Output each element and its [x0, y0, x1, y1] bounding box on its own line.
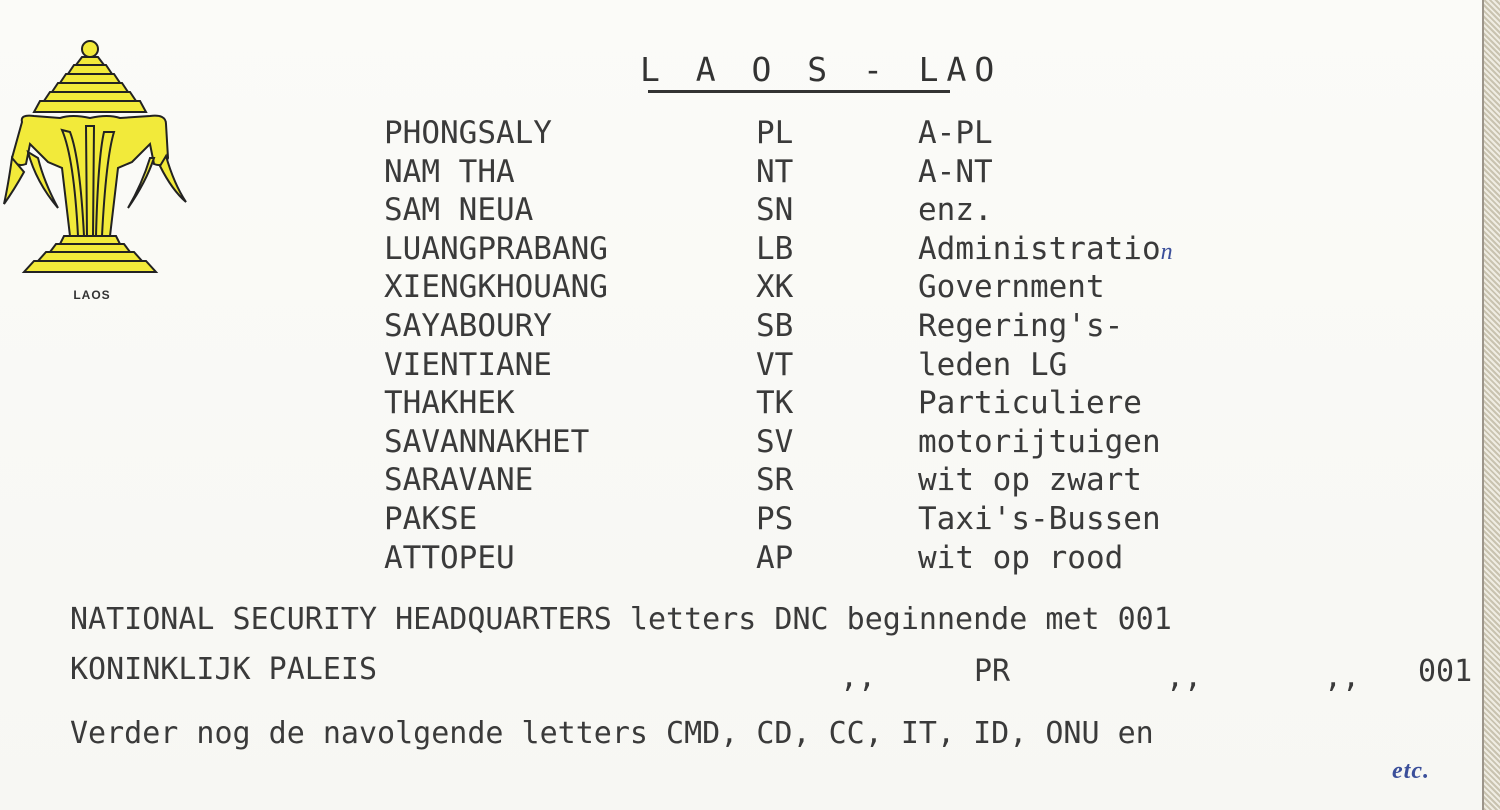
royal-palace-code: PR: [974, 654, 1011, 689]
province-code: VT: [756, 346, 794, 383]
province-name: SARAVANE: [384, 462, 534, 499]
province-code: XK: [756, 269, 794, 306]
emblem-caption: LAOS: [73, 288, 111, 302]
province-code: SR: [756, 462, 794, 499]
handwritten-correction: n: [1160, 238, 1173, 265]
handwritten-etc: etc.: [1392, 758, 1430, 784]
table-row: [384, 423, 1264, 462]
table-row: [384, 461, 1264, 500]
table-row: [384, 230, 1264, 269]
table-row: [384, 191, 1264, 230]
province-name: XIENGKHOUANG: [384, 269, 608, 306]
table-row: [384, 384, 1264, 423]
province-code: SN: [756, 192, 794, 229]
security-headquarters-line: NATIONAL SECURITY HEADQUARTERS letters DNC beginnende met 001: [70, 602, 1172, 637]
royal-palace-label: KONINKLIJK PALEIS: [70, 652, 378, 687]
table-row: [384, 500, 1264, 539]
province-name: LUANGPRABANG: [384, 230, 608, 267]
plate-note: Regering's-: [918, 307, 1124, 344]
province-name: PHONGSALY: [384, 115, 552, 151]
plate-note: Particuliere: [918, 385, 1142, 422]
ditto-mark: ,,: [1324, 660, 1361, 695]
table-row: [384, 539, 1264, 578]
table-row: [384, 346, 1264, 385]
laos-emblem-icon: [0, 40, 190, 275]
plate-note: motorijtuigen: [918, 423, 1161, 460]
registration-table: [384, 114, 1264, 577]
ditto-mark: ,,: [1166, 660, 1203, 695]
province-name: VIENTIANE: [384, 346, 552, 383]
document-title: L A O S - LAO: [640, 50, 1003, 89]
ditto-mark: ,,: [840, 660, 877, 695]
province-code: AP: [756, 539, 794, 576]
plate-note: wit op zwart: [918, 462, 1142, 499]
plate-note: A-NT: [918, 153, 993, 190]
province-name: SAM NEUA: [384, 192, 534, 229]
province-code: SB: [756, 307, 794, 344]
province-code: PL: [756, 115, 794, 151]
plate-note: Taxi's-Bussen: [918, 500, 1161, 537]
province-name: ATTOPEU: [384, 539, 515, 576]
plate-note: A-PL: [918, 115, 993, 151]
plate-note: leden LG: [918, 346, 1068, 383]
table-row: [384, 268, 1264, 307]
province-code: PS: [756, 500, 794, 537]
table-row: [384, 307, 1264, 346]
province-name: SAYABOURY: [384, 307, 552, 344]
plate-note: enz.: [918, 192, 993, 229]
additional-letters-line: Verder nog de navolgende letters CMD, CD, CC, IT, ID, ONU en: [70, 716, 1154, 751]
province-name: NAM THA: [384, 153, 515, 190]
title-underline: [648, 90, 950, 93]
province-name: PAKSE: [384, 500, 478, 537]
plate-note: wit op rood: [918, 539, 1124, 576]
table-row: [384, 114, 1264, 153]
page-edge: [1482, 0, 1500, 810]
royal-palace-number: 001: [1418, 654, 1473, 689]
province-code: NT: [756, 153, 794, 190]
province-code: TK: [756, 385, 794, 422]
province-name: SAVANNAKHET: [384, 423, 590, 460]
province-code: LB: [756, 230, 794, 267]
plate-note: [918, 230, 1173, 271]
plate-note-text: Administratio: [918, 230, 1161, 267]
table-row: [384, 153, 1264, 192]
province-name: THAKHEK: [384, 385, 515, 422]
province-code: SV: [756, 423, 794, 460]
plate-note: Government: [918, 269, 1105, 306]
